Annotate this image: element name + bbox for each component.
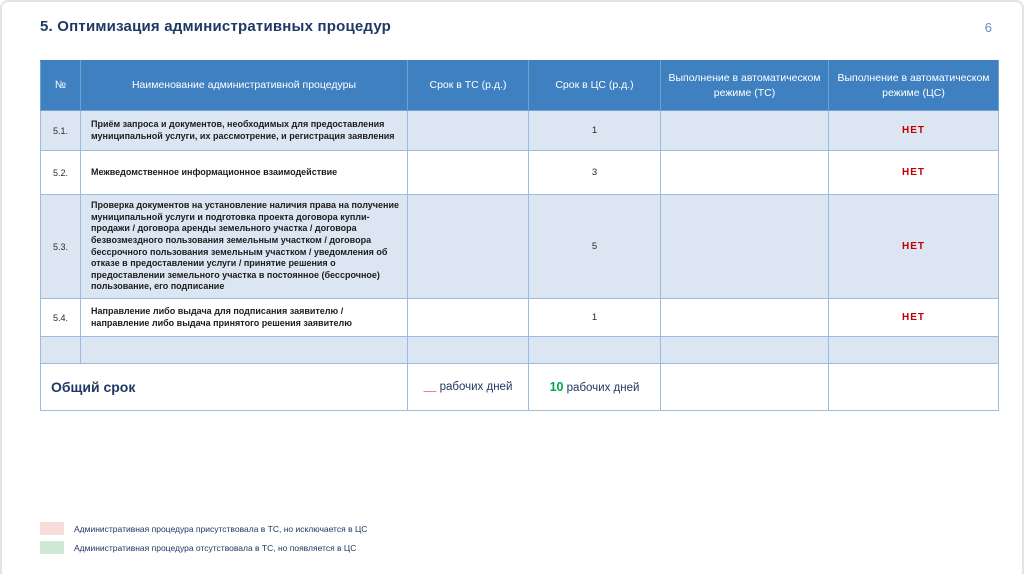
spacer-cell	[529, 337, 661, 364]
cell-num: 5.4.	[41, 299, 81, 337]
cell-name: Приём запроса и документов, необходимых для предоставления муниципальной услуги, их рассмотрение, и регистрация заявления	[81, 111, 408, 151]
cell-num: 5.1.	[41, 111, 81, 151]
cell-auto-cs: НЕТ	[829, 299, 999, 337]
total-ts-blank: __	[423, 381, 437, 393]
procedures-table	[40, 60, 999, 411]
table-header-row	[41, 61, 999, 111]
cell-auto-cs: НЕТ	[829, 195, 999, 299]
total-auto-cs	[829, 364, 999, 411]
legend-item-added	[40, 541, 367, 554]
cell-term-cs: 5	[529, 195, 661, 299]
cell-term-ts	[408, 151, 529, 195]
header-term-ts: Срок в ТС (р.д.)	[408, 61, 529, 111]
green-swatch-icon	[40, 541, 64, 554]
cell-num: 5.3.	[41, 195, 81, 299]
legend	[40, 522, 367, 560]
table-row	[41, 299, 999, 337]
spacer-cell	[829, 337, 999, 364]
table-row	[41, 195, 999, 299]
cell-term-cs: 1	[529, 111, 661, 151]
cell-auto-ts	[661, 151, 829, 195]
cell-num: 5.2.	[41, 151, 81, 195]
table-row	[41, 111, 999, 151]
cell-auto-ts	[661, 111, 829, 151]
cell-auto-cs: НЕТ	[829, 111, 999, 151]
total-label: Общий срок	[41, 364, 408, 411]
cell-term-ts	[408, 299, 529, 337]
spacer-cell	[408, 337, 529, 364]
cell-name: Проверка документов на установление наличия права на получение муниципальной услуги и подготовка проекта договора купли-продажи / договора аренды земельного участка / договора безвозмездного пользования земельным участком / договора бессрочного пользования земельным участком / уведомления об отказе в предоставлении услуги / принятие решения о предоставлении земельного участка в постоянное (бессрочное) пользование, его подписание	[81, 195, 408, 299]
header-auto-cs: Выполнение в автоматическом режиме (ЦС)	[829, 61, 999, 111]
total-ts-units: рабочих дней	[436, 381, 513, 393]
total-cs-value: 10	[549, 380, 564, 394]
total-term-ts	[408, 364, 529, 411]
cell-name: Межведомственное информационное взаимодействие	[81, 151, 408, 195]
spacer-cell	[81, 337, 408, 364]
cell-term-cs: 1	[529, 299, 661, 337]
cell-term-ts	[408, 195, 529, 299]
cell-term-ts	[408, 111, 529, 151]
cell-auto-ts	[661, 195, 829, 299]
header-term-cs: Срок в ЦС (р.д.)	[529, 61, 661, 111]
cell-auto-ts	[661, 299, 829, 337]
header-name: Наименование административной процедуры	[81, 61, 408, 111]
spacer-row	[41, 337, 999, 364]
total-cs-units: рабочих дней	[563, 382, 640, 394]
total-term-cs	[529, 364, 661, 411]
cell-term-cs: 3	[529, 151, 661, 195]
page-number: 6	[984, 20, 992, 35]
legend-label: Административная процедура отсутствовала в ТС, но появляется в ЦС	[74, 542, 357, 553]
cell-auto-cs: НЕТ	[829, 151, 999, 195]
table-row	[41, 151, 999, 195]
page-title: 5. Оптимизация административных процедур	[40, 18, 392, 35]
total-auto-ts	[661, 364, 829, 411]
legend-label: Административная процедура присутствовала в ТС, но исключается в ЦС	[74, 523, 368, 534]
legend-item-excluded	[40, 522, 367, 535]
pink-swatch-icon	[40, 522, 64, 535]
total-row	[41, 364, 999, 411]
spacer-cell	[661, 337, 829, 364]
header-auto-ts: Выполнение в автоматическом режиме (ТС)	[661, 61, 829, 111]
cell-name: Направление либо выдача для подписания заявителю / направление либо выдача принятого решения заявителю	[81, 299, 408, 337]
header-num: №	[41, 61, 81, 111]
spacer-cell	[41, 337, 81, 364]
